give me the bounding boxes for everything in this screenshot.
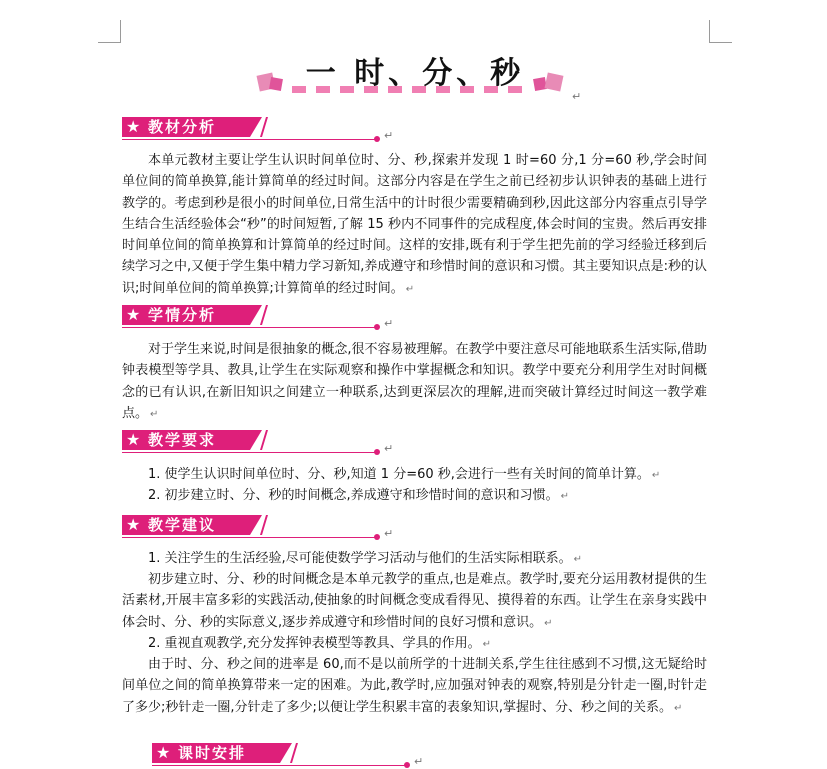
list-item: 1. 使学生认识时间单位时、分、秒,知道 1 分=60 秒,会进行一些有关时间的简单计算。 ↵ — [148, 467, 661, 482]
section-heading: 教学建议 — [148, 516, 217, 534]
paragraph-mark: ↵ — [384, 317, 394, 330]
star-icon: ★ — [126, 305, 141, 324]
paragraph-mark: ↵ — [572, 90, 582, 103]
paragraph-mark: ↵ — [414, 755, 424, 768]
section-header-student-analysis — [122, 305, 394, 330]
list-item: 2. 初步建立时、分、秒的时间概念,养成遵守和珍惜时间的意识和习惯。 ↵ — [148, 488, 570, 503]
paragraph: 对于学生来说,时间是很抽象的概念,很不容易被理解。在教学中要注意尽可能地联系生活实际,借助钟表模型等学具、教具,让学生在实际观察和操作中掌握概念和知识。教学中要充分利用学生对时间概念的已有认识,在新旧知识之间建立一种联系,达到更深层次的理解,进而突破计算经过时间这一教学难点。 ↵ — [122, 342, 707, 421]
section-heading: 学情分析 — [148, 306, 217, 324]
list-item: 2. 重视直观教学,充分发挥钟表模型等教具、学具的作用。 ↵ — [148, 636, 492, 651]
crop-mark-top-right — [709, 20, 732, 43]
star-icon: ★ — [126, 117, 141, 136]
list-item: 1. 关注学生的生活经验,尽可能使数学学习活动与他们的生活实际相联系。 ↵ — [148, 551, 583, 566]
section-header-class-schedule — [152, 743, 424, 768]
star-icon: ★ — [126, 430, 141, 449]
section-header-textbook-analysis — [122, 117, 394, 142]
paragraph-mark: ↵ — [384, 129, 394, 142]
section-heading: 课时安排 — [178, 744, 247, 762]
section-heading: 教材分析 — [148, 118, 217, 136]
section-header-teaching-requirements — [122, 430, 394, 455]
paragraph: 由于时、分、秒之间的进率是 60,而不是以前所学的十进制关系,学生往往感到不习惯,这无疑给时间单位之间的简单换算带来一定的困难。为此,教学时,应加强对钟表的观察,特别是分针走一圈,时针走了多少;秒针走一圈,分针走了多少;以便让学生积累丰富的表象知识,掌握时、分、秒之间的关系。 ↵ — [122, 657, 707, 715]
section-heading: 教学要求 — [148, 431, 217, 449]
paragraph: 本单元教材主要让学生认识时间单位时、分、秒,探索并发现 1 时=60 分,1 分=60 秒,学会时间单位间的简单换算,能计算简单的经过时间。这部分内容是在学生之前已经初步认识钟表的基础上进行教学的。考虑到秒是很小的时间单位,日常生活中的计时很少需要精确到秒,因此这部分内容重点引导学生结合生活经验体会“秒”的时间短暂,了解 15 秒内不同事件的完成程度,体会时间的宝贵。然后再安排时间单位间的简单换算和计算简单的经过时间。这样的安排,既有利于学生把先前的学习经验迁移到后续学习之中,又便于学生集中精力学习新知,养成遵守和珍惜时间的意识和习惯。其主要知识点是:秒的认识;时间单位间的简单换算;计算简单的经过时间。 ↵ — [122, 153, 707, 296]
paragraph-mark: ↵ — [384, 527, 394, 540]
title-block — [250, 48, 580, 104]
page-title: 一 时、分、秒 — [305, 56, 525, 91]
paragraph-mark: ↵ — [384, 442, 394, 455]
star-icon: ★ — [156, 743, 171, 762]
star-icon: ★ — [126, 515, 141, 534]
paragraph: 初步建立时、分、秒的时间概念是本单元教学的重点,也是难点。教学时,要充分运用教材提供的生活素材,开展丰富多彩的实践活动,使抽象的时间概念变成看得见、摸得着的东西。让学生在亲身实践中体会时、分、秒的实际意义,逐步养成遵守和珍惜时间的良好习惯和意识。 ↵ — [122, 572, 707, 630]
section-header-teaching-suggestions — [122, 515, 394, 540]
crop-mark-top-left — [98, 20, 121, 43]
